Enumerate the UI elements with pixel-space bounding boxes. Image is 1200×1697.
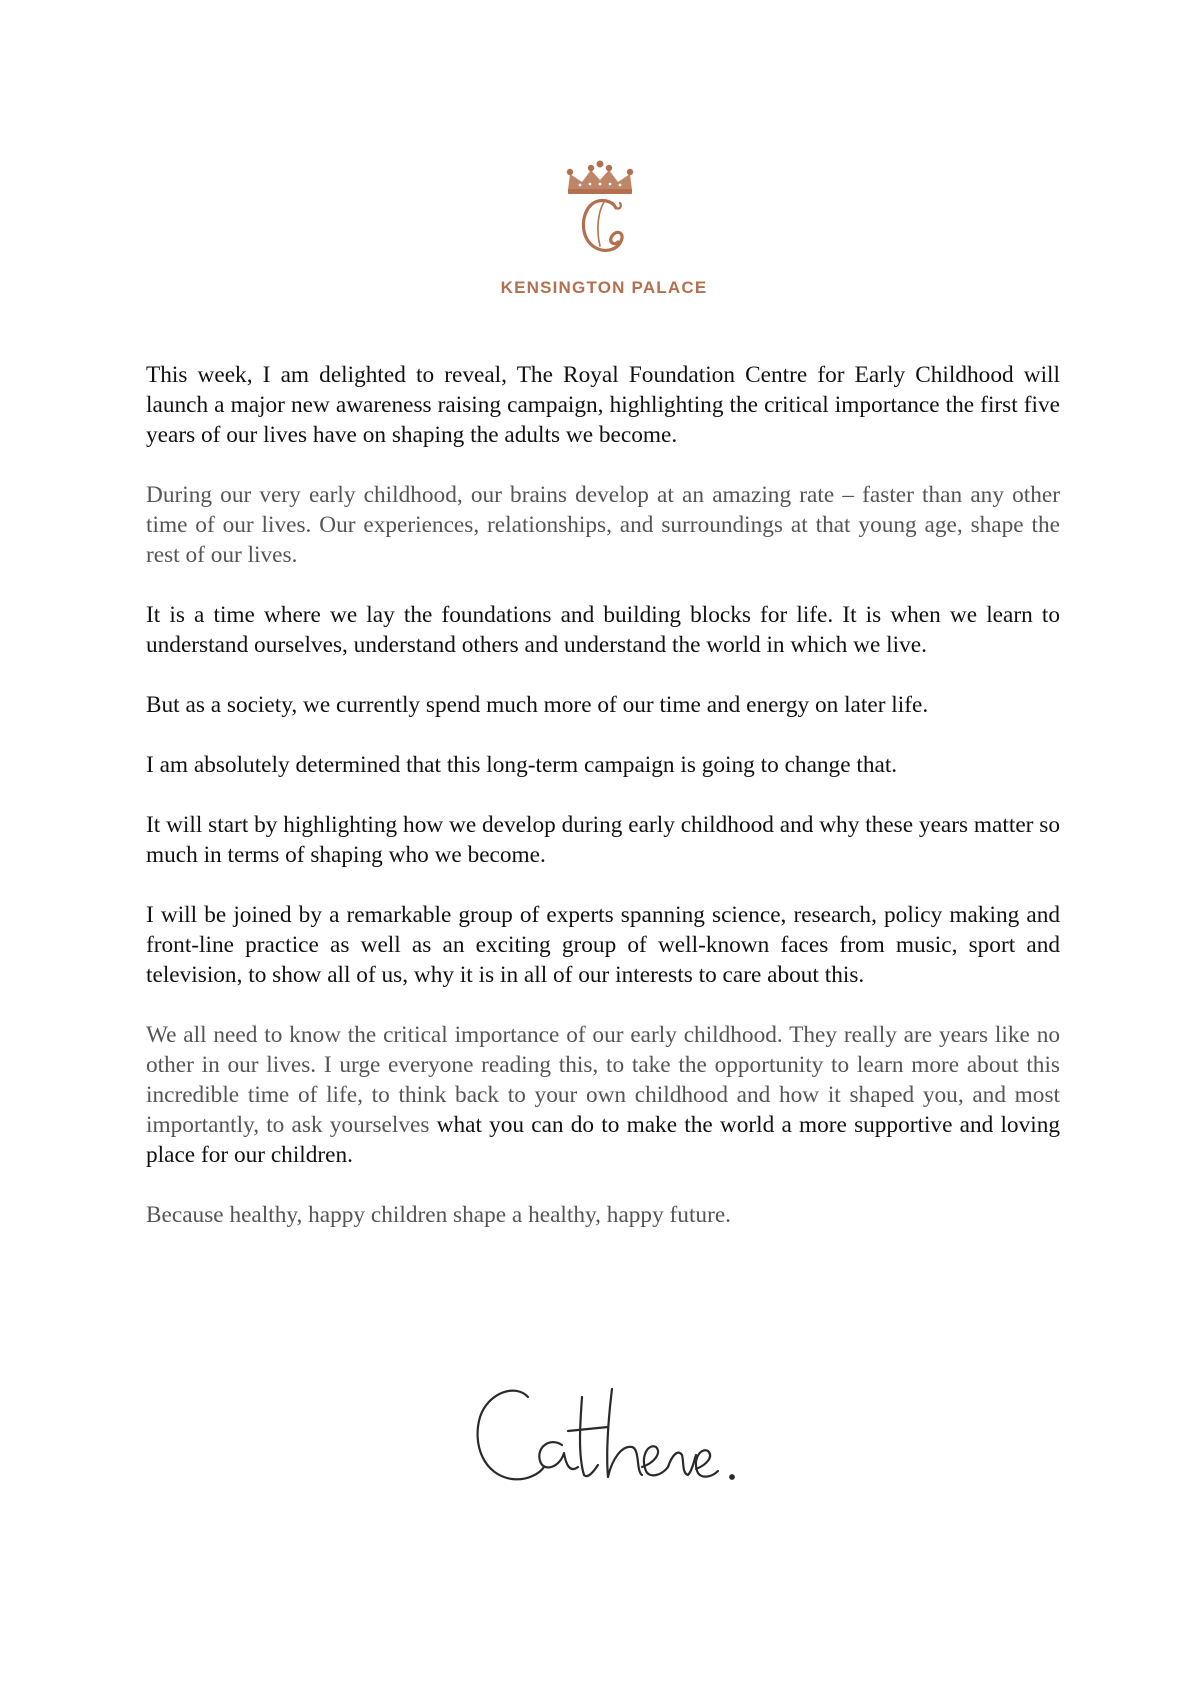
paragraph-6: It will start by highlighting how we develop during early childhood and why these years matter so much in terms of shaping who we become. [146, 812, 1060, 868]
paragraph-8 [146, 1020, 1060, 1170]
paragraph-8-dark-text: what you can do to make the world a more supportive and loving place for our children. [146, 1112, 1060, 1168]
crown-monogram-c-icon [560, 160, 640, 260]
paragraph-2: During our very early childhood, our brains develop at an amazing rate – faster than any other time of our lives. Our experiences, relationships, and surroundings at that young age, shape the rest of our lives. [146, 482, 1060, 568]
handwritten-signature-icon [470, 1375, 740, 1505]
paragraph-7: I will be joined by a remarkable group of experts spanning science, research, policy making and front-line practice as well as an exciting group of well-known faces from music, sport and television, to show all of us, why it is in all of our interests to care about this. [146, 902, 1060, 988]
closing-line: Because healthy, happy children shape a healthy, happy future. [146, 1202, 732, 1228]
paragraph-3: It is a time where we lay the foundations and building blocks for life. It is when we learn to understand ourselves, understand others and understand the world in which we live. [146, 602, 1060, 658]
letter-body [146, 360, 1060, 1260]
organization-name: KENSINGTON PALACE [500, 278, 708, 297]
letterhead [0, 160, 1200, 298]
paragraph-1: This week, I am delighted to reveal, The Royal Foundation Centre for Early Childhood will launch a major new awareness raising campaign, highlighting the critical importance the first five years of our lives have on shaping the adults we become. [146, 362, 1060, 448]
paragraph-4: But as a society, we currently spend much more of our time and energy on later life. [146, 692, 929, 718]
paragraph-8-soft-text: We all need to know the critical importance of our early childhood. They really are years like no other in our lives. I urge everyone reading this, to take the opportunity to learn more about this incredible time of life, to think back to your own childhood and how it shaped you, and most importantly, to ask yourselves [146, 1022, 1060, 1138]
paragraph-5: I am absolutely determined that this long-term campaign is going to change that. [146, 752, 898, 778]
